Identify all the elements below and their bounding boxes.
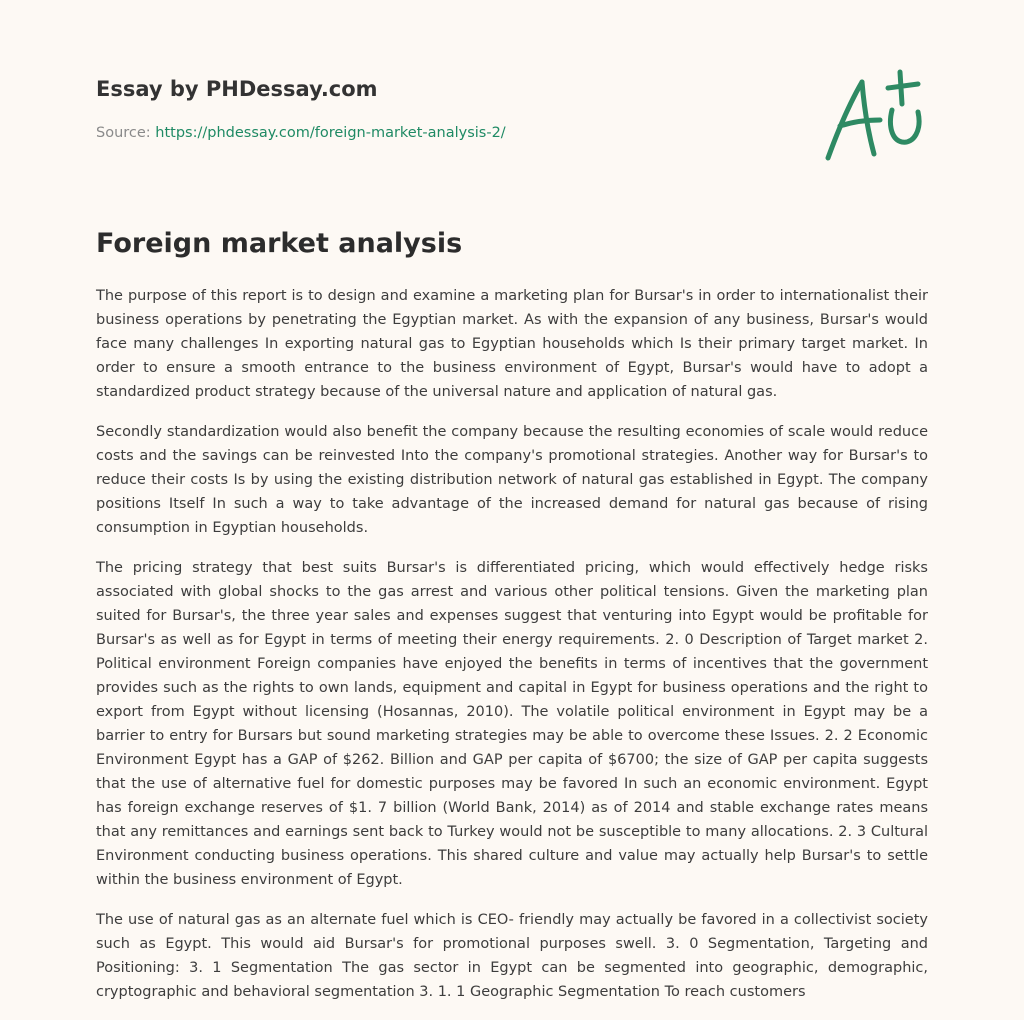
essay-paragraph: The use of natural gas as an alternate fuel which is CEO- friendly may actually be favored in a collectivist society such as Egypt. This would aid Bursar's for promotional purposes swell. 3. 0 Segmentation, Targeting and Positioning: 3. 1 Segmentation The gas sector in Egypt can be segmented into geographic, demographic, cryptographic and behavioral segmentation 3. 1. 1 Geographic Segmentation To reach customers [96,912,928,1000]
essay-paragraph: The pricing strategy that best suits Bursar's is differentiated pricing, which would effectively hedge risks associated with global shocks to the gas arrest and various other political tensions. Given the marketing plan suited for Bursar's, the three year sales and expenses suggest that venturing into Egypt would be profitable for Bursar's as well as for Egypt in terms of meeting their energy requirements. 2. 0 Description of Target market 2. Political environment Foreign companies have enjoyed the benefits in terms of incentives that the government provides such as the rights to own lands, equipment and capital in Egypt for business operations and the right to export from Egypt without licensing (Hosannas, 2010). The volatile political environment in Egypt may be a barrier to entry for Bursars but sound marketing strategies may be able to overcome these Issues. 2. 2 Economic Environment Egypt has a GAP of $262. Billion and GAP per capita of $6700; the size of GAP per capita suggests that the use of alternative fuel for domestic purposes may be favored In such an economic environment. Egypt has foreign exchange reserves of $1. 7 billion (World Bank, 2014) as of 2014 and stable exchange rates means that any remittances and earnings sent back to Turkey would not be susceptible to many allocations. 2. 3 Cultural Environment conducting business operations. This shared culture and value may actually help Bursar's to settle within the business environment of Egypt. [96,560,928,888]
essay-body [96,284,928,1020]
source-link[interactable]: https://phdessay.com/foreign-market-analysis-2/ [155,125,506,141]
essay-title: Foreign market analysis [96,228,463,259]
source-line [96,123,796,143]
essay-paragraph: The purpose of this report is to design and examine a marketing plan for Bursar's in order to internationalist their business operations by penetrating the Egyptian market. As with the expansion of any business, Bursar's would face many challenges In exporting natural gas to Egyptian households which Is their primary target market. In order to ensure a smooth entrance to the business environment of Egypt, Bursar's would have to adopt a standardized product strategy because of the universal nature and application of natural gas. [96,288,928,400]
essay-paragraph: Secondly standardization would also benefit the company because the resulting economies of scale would reduce costs and the savings can be reinvested Into the company's promotional strategies. Another way for Bursar's to reduce their costs Is by using the existing distribution network of natural gas established in Egypt. The company positions Itself In such a way to take advantage of the increased demand for natural gas because of rising consumption in Egyptian households. [96,424,928,536]
a-plus-logo-icon [822,66,932,166]
header [96,74,796,143]
site-title: Essay by PHDessay.com [96,77,378,101]
source-label: Source: [96,125,156,141]
